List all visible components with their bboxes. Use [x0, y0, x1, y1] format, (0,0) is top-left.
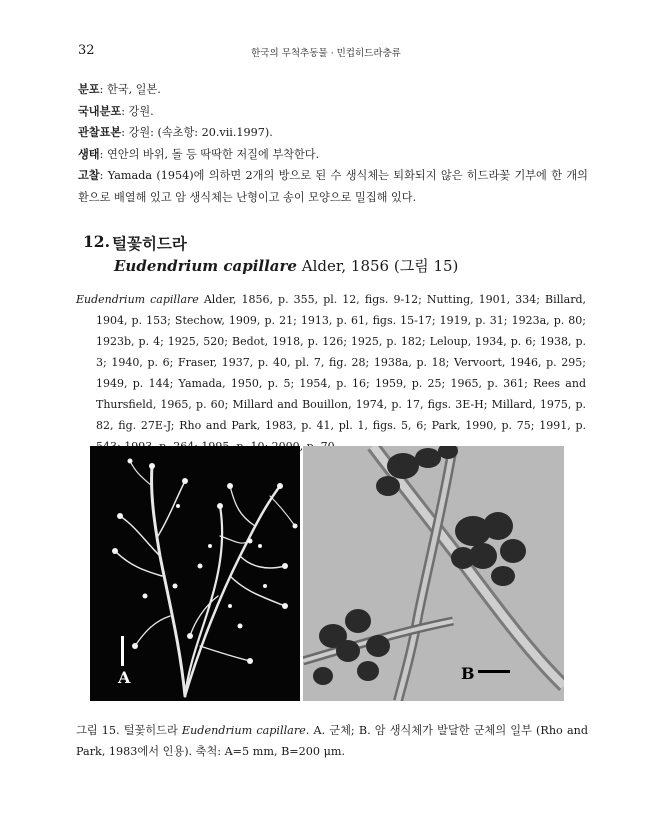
- distribution-text: : 한국, 일본.: [99, 83, 161, 96]
- korean-distribution-line: [78, 101, 588, 123]
- ecology-line: [78, 144, 588, 166]
- ecology-text: : 연안의 바위, 돌 등 딱딱한 저질에 부착한다.: [99, 147, 320, 161]
- synonymy-sci-name: Eudendrium capillare: [76, 293, 199, 306]
- figure-panel-b: [303, 446, 564, 701]
- korean-distribution-label: 국내분포: [78, 103, 122, 118]
- species-korean-name: 털꽃히드라: [112, 234, 187, 253]
- panel-a-label: A: [118, 668, 131, 687]
- korean-distribution-text: : 강원.: [121, 104, 154, 118]
- specimen-label: 관찰표본: [78, 125, 122, 139]
- remarks-paragraph: [78, 165, 588, 208]
- synonymy-paragraph: [76, 289, 586, 457]
- figure-panel-a: [90, 446, 300, 701]
- species-number: 12.: [83, 232, 110, 251]
- colony-photo-a: [90, 446, 300, 701]
- distribution-label: 분포: [78, 82, 100, 96]
- synonymy-block: [76, 289, 586, 457]
- specimen-text: : 강원: (속초항: 20.vii.1997).: [121, 126, 273, 139]
- species-author: Alder, 1856 (그림 15): [296, 257, 459, 275]
- colony-photo-b: [303, 446, 564, 701]
- ecology-label: 생태: [78, 146, 100, 161]
- caption-text: . A. 군체; B. 암 생식체가 발달한 군체의 일부 (Rho and Park, 1983에서 인용). 축척: A=5 mm, B=200 μm.: [76, 724, 588, 758]
- specimen-line: [78, 122, 588, 144]
- species-heading-latin: [114, 255, 458, 276]
- panel-b-label: B: [461, 664, 475, 683]
- species-scientific-name: Eudendrium capillare: [114, 257, 297, 275]
- synonymy-text: Alder, 1856, p. 355, pl. 12, figs. 9-12; Nutting, 1901, 334; Billard, 1904, p. 153; Stechow, 1909, p. 21; 1913, p. 61, figs. 15-17; 1919, p. 31; 1923a, p. 80; 1923b, p. 4; 1925, 520; Bedot, 1918, p. 126; 1925, p. 182; Leloup, 1934, p. 6; 1938, p. 3; 1940, p. 6; Fraser, 1937, p. 40, pl. 7, fig. 28; 1938a, p. 18; Vervoort, 1946, p. 295; 1949, p. 144; Yamada, 1950, p. 5; 1954, p. 16; 1959, p. 25; 1965, p. 361; Rees and Thursfield, 1965, p. 60; Millard and Bouillon, 1974, p. 17, figs. 3E-H; Millard, 1975, p. 82, fig. 27E-J; Rho and Park, 1983, p. 41, pl. 1, figs. 5, 6; Park, 1990, p. 75; 1991, p.: [96, 293, 586, 432]
- caption-sci-name: Eudendrium capillare: [181, 724, 306, 737]
- distribution-line: [78, 79, 588, 101]
- remarks-text: : Yamada (1954)에 의하면 2개의 방으로 된 수 생식체는 퇴화되지 않은 히드라꽃 기부에 한 개의 환으로 배열해 있고 암 생식체는 난형이고 송이 모양으로 밀집해 있다.: [78, 169, 588, 204]
- species-info-block: [78, 79, 588, 208]
- remarks-label: 고찰: [78, 168, 100, 182]
- running-title: 한국의 무척추동물 · 민컵히드라충류: [251, 48, 401, 59]
- page-number: 32: [78, 43, 95, 58]
- figure-caption: [76, 720, 588, 762]
- caption-prefix: 그림 15. 털꽃히드라: [76, 724, 182, 737]
